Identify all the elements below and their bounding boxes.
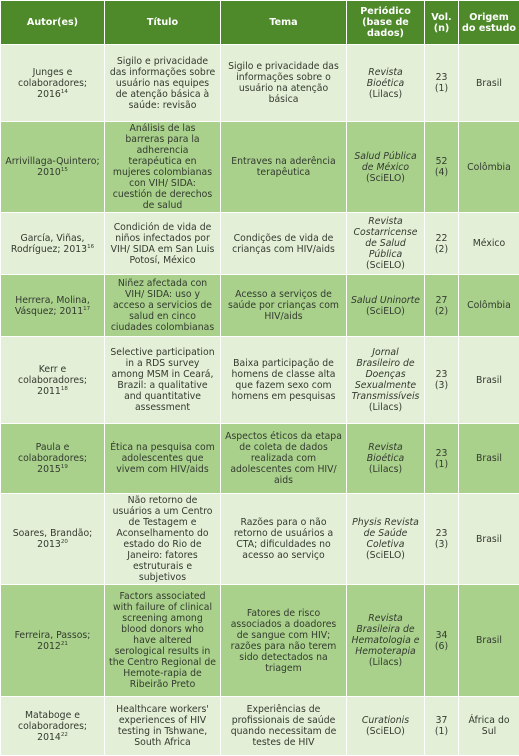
origin-cell: África do Sul: [459, 697, 519, 756]
journal-name: Physis Revista de Saúde Coletiva: [352, 517, 419, 550]
author-cell: [1, 697, 105, 756]
author-text: Kerr e colaboradores; 2011: [18, 364, 87, 397]
theme-cell: Sigilo e privacidade das informações sobre o usuário na atenção básica: [221, 45, 347, 122]
origin-cell: México: [459, 213, 519, 275]
header-volume: Vol. (n): [425, 1, 459, 45]
origin-cell: Brasil: [459, 424, 519, 494]
journal-cell: [347, 337, 425, 424]
author-text: Ferreira, Passos; 2012: [15, 630, 91, 652]
author-cell: [1, 424, 105, 494]
volume-cell: 23 (1): [425, 45, 459, 122]
reference-number: 15: [61, 167, 68, 173]
volume-cell: 27 (2): [425, 275, 459, 337]
theme-cell: Razões para o não retorno de usuários a CTA; dificuldades no acesso ao serviço: [221, 494, 347, 585]
volume-cell: 23 (1): [425, 424, 459, 494]
title-cell: Análisis de las barreras para la adherencia terapéutica en mujeres colombianas con VIH/ SIDA: cuestión de derechos de salud: [105, 122, 221, 213]
author-text: Junges e colaboradores; 2016: [18, 67, 87, 100]
database-name: (SciELO): [366, 173, 405, 184]
title-cell: Selective participation in a RDS survey among MSM in Ceará, Brazil: a qualitative and quantitative assessment: [105, 337, 221, 424]
volume-cell: 52 (4): [425, 122, 459, 213]
table-row: [1, 45, 519, 122]
journal-cell: [347, 494, 425, 585]
author-cell: [1, 122, 105, 213]
volume-cell: 23 (3): [425, 337, 459, 424]
database-name: (SciELO): [366, 306, 405, 317]
author-text: Soares, Brandão; 2013: [13, 528, 93, 550]
journal-name: Revista Brasileira de Hematologia e Hemoterapia: [352, 613, 420, 657]
volume-cell: 22 (2): [425, 213, 459, 275]
author-text: Mataboge e colaboradores; 2014: [18, 710, 87, 743]
table-row: [1, 337, 519, 424]
reference-number: 19: [61, 464, 68, 470]
journal-cell: [347, 275, 425, 337]
author-cell: [1, 585, 105, 697]
reference-number: 17: [83, 305, 90, 311]
author-text: García, Viñas, Rodríguez; 2013: [11, 233, 87, 255]
theme-cell: Fatores de risco associados a doadores de sangue com HIV; razões para não terem sido detectados na triagem: [221, 585, 347, 697]
volume-cell: 37 (1): [425, 697, 459, 756]
table-row: [1, 213, 519, 275]
author-text: Herrera, Molina, Vásquez; 2011: [15, 295, 90, 317]
journal-cell: [347, 45, 425, 122]
author-cell: [1, 45, 105, 122]
reference-number: 18: [61, 385, 68, 391]
table-row: [1, 122, 519, 213]
theme-cell: Acesso a serviços de saúde por crianças com HIV/aids: [221, 275, 347, 337]
table-row: [1, 585, 519, 697]
database-name: (Lilacs): [369, 402, 402, 413]
reference-number: 14: [61, 88, 68, 94]
author-text: Arrivillaga-Quintero; 2010: [5, 156, 99, 178]
reference-number: 22: [61, 731, 68, 737]
title-cell: Ética na pesquisa com adolescentes que vivem com HIV/aids: [105, 424, 221, 494]
reference-number: 20: [61, 539, 68, 545]
origin-cell: Brasil: [459, 337, 519, 424]
database-name: (SciELO): [366, 726, 405, 737]
journal-name: Curationis: [362, 715, 409, 726]
author-text: Paula e colaboradores; 2015: [18, 442, 87, 475]
origin-cell: Brasil: [459, 494, 519, 585]
author-cell: [1, 494, 105, 585]
reference-number: 21: [61, 640, 68, 646]
journal-name: Salud Uninorte: [351, 295, 420, 306]
header-row: [1, 1, 519, 45]
author-cell: [1, 213, 105, 275]
table-row: [1, 494, 519, 585]
database-name: (Lilacs): [369, 464, 402, 475]
journal-cell: [347, 697, 425, 756]
journal-cell: [347, 585, 425, 697]
table-row: [1, 697, 519, 756]
journal-name: Revista Bioética: [367, 67, 404, 89]
volume-cell: 23 (3): [425, 494, 459, 585]
database-name: (SciELO): [366, 550, 405, 561]
theme-cell: Entraves na aderência terapêutica: [221, 122, 347, 213]
origin-cell: Colômbia: [459, 275, 519, 337]
table-row: [1, 424, 519, 494]
origin-cell: Brasil: [459, 585, 519, 697]
title-cell: Condición de vida de niños infectados por VIH/ SIDA em San Luis Potosí, México: [105, 213, 221, 275]
header-author: Autor(es): [1, 1, 105, 45]
database-name: (Lilacs): [369, 89, 402, 100]
author-cell: [1, 337, 105, 424]
title-cell: Sigilo e privacidade das informações sobre usuário nas equipes de atenção básica à saúde: revisão: [105, 45, 221, 122]
reference-number: 16: [87, 243, 94, 249]
author-cell: [1, 275, 105, 337]
header-origin: Origem do estudo: [459, 1, 519, 45]
journal-name: Revista Bioética: [367, 442, 404, 464]
origin-cell: Colômbia: [459, 122, 519, 213]
origin-cell: Brasil: [459, 45, 519, 122]
journal-name: Revista Costarricense de Salud Pública: [354, 216, 418, 260]
journal-name: Salud Pública de México: [354, 151, 416, 173]
title-cell: Niñez afectada con VIH/ SIDA: uso y acceso a servicios de salud en cinco ciudades colombianas: [105, 275, 221, 337]
title-cell: Factors associated with failure of clinical screening among blood donors who have altered serological results in the Centro Regional de Hemote-rapia de Ribeirão Preto: [105, 585, 221, 697]
database-name: (Lilacs): [369, 657, 402, 668]
title-cell: Não retorno de usuários a um Centro de Testagem e Aconselhamento do estado do Rio de Janeiro: fatores estruturais e subjetivos: [105, 494, 221, 585]
header-theme: Tema: [221, 1, 347, 45]
journal-cell: [347, 424, 425, 494]
theme-cell: Baixa participação de homens de classe alta que fazem sexo com homens em pesquisas: [221, 337, 347, 424]
table-row: [1, 275, 519, 337]
header-journal: Periódico (base de dados): [347, 1, 425, 45]
journal-cell: [347, 122, 425, 213]
theme-cell: Aspectos éticos da etapa de coleta de dados realizada com adolescentes com HIV/ aids: [221, 424, 347, 494]
database-name: (SciELO): [366, 260, 405, 271]
title-cell: Healthcare workers' experiences of HIV testing in Tshwane, South Africa: [105, 697, 221, 756]
journal-name: Jornal Brasileiro de Doenças Sexualmente Transmissíveis: [352, 347, 420, 402]
theme-cell: Condições de vida de crianças com HIV/aids: [221, 213, 347, 275]
header-title: Título: [105, 1, 221, 45]
theme-cell: Experiências de profissionais de saúde quando necessitam de testes de HIV: [221, 697, 347, 756]
journal-cell: [347, 213, 425, 275]
volume-cell: 34 (6): [425, 585, 459, 697]
